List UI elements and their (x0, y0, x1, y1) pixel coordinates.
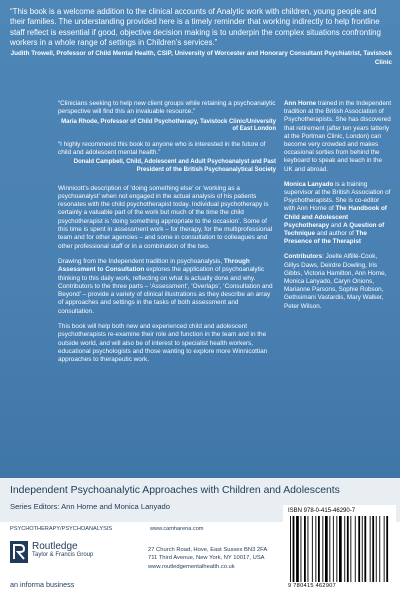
endorsement-trowell (10, 7, 392, 67)
contributors-label: Contributors (284, 253, 323, 261)
description-paragraph-2 (58, 258, 276, 316)
text-span: Drawing from the Independent tradition in psychoanalysis, (58, 257, 224, 265)
editor-name: Monica Lanyado (284, 180, 334, 188)
barcode-icon (290, 516, 390, 582)
book-title: A Question of Technique (284, 221, 385, 238)
endorsement-campbell (58, 141, 276, 175)
publisher-name (32, 541, 93, 559)
quote-attribution: Donald Campbell, Child, Adolescent and Adult Psychoanalyst and Past President of the British Psychoanalytical Society (73, 159, 276, 173)
publisher-website[interactable]: www.routledgementalhealth.co.uk (148, 563, 235, 570)
address-uk: 27 Church Road, Hove, East Sussex BN3 2FA (148, 547, 268, 553)
series-title: Independent Psychoanalytic Approaches with Children and Adolescents (10, 485, 340, 496)
routledge-logo-icon (10, 541, 28, 563)
subject-category: PSYCHOTHERAPY/PSYCHOANALYSIS (10, 526, 113, 532)
description-paragraph-1: Winnicott’s description of ‘doing something else’ or ‘working as a psychoanalyst’ when not engaged in the actual analysis of his patients resonates with the child psychotherapist today. Individual psychotherapy is certainly a valuable part of the work but much of the time the child psychotherapist is ‘doing something appropriate to the occasion’. Some of this time is spent in assessment work – for therapy, for the multiprofessional team and for other agencies – and some in consultation to colleagues and other professional staff or in a combination of the two. (58, 184, 273, 250)
quote-attribution: Maria Rhode, Professor of Child Psychotherapy, Tavistock Clinic/University of East London (61, 118, 276, 133)
series-editors: Series Editors: Ann Horne and Monica Lanyado (10, 502, 170, 511)
bio-column (284, 100, 392, 318)
quote-attribution: Judith Trowell, Professor of Child Mental Health, CSIP, University of Worcester and Honorary Consultant Psychiatrist, Tavistock Clinic (10, 50, 392, 66)
bio-horne (284, 100, 392, 174)
bio-text: is a training supervisor at the British Association of Psychotherapists. She is co-editor with Ann Horne of (284, 180, 391, 213)
book-title: The Presence of the Therapist (284, 230, 367, 246)
bio-text: and (329, 221, 344, 229)
quote-text: “Clinicians seeking to help new client groups while retaining a psychoanalytic perspective will find this an invaluable resource.” (58, 100, 276, 116)
barcode-digits: 9 780415 462907 (288, 583, 337, 589)
editor-name: Ann Horne (284, 100, 317, 107)
address-us: 711 Third Avenue, New York, NY 10017, USA (148, 555, 265, 562)
text-span: explores the application of psychoanalytic thinking to this daily work, reflecting on what is actually done and why. Contributors to the three parts – ‘Assessment’, ‘Overlaps’, ‘Consultation and Beyond’ – provide a variety of clinical illustrations as they describe an array of approaches and settings in the tasks of both assessment and consultation. (58, 266, 273, 315)
publisher-title: Routledge (32, 541, 78, 552)
contributors-list: : Joelle Alfillé-Cook, Gillys Daws, Deirdre Dowling, Iris Gibbs, Victoria Hamilton, Ann Horne, Monica Lanyado, Caryn Onions, Marianne Parsons, Sophie Robson, Gethsimani Vastardis, Mary Walker, Peter Wilson. (284, 253, 387, 310)
main-column (58, 100, 276, 372)
publisher-parent: an informa business (10, 580, 75, 589)
publisher-addresses (148, 546, 267, 571)
publisher-tagline: Taylor & Francis Group (32, 552, 94, 558)
quote-text: “I highly recommend this book to anyone who is interested in the future of child and adolescent mental health.” (58, 140, 266, 157)
quote-text: “This book is a welcome addition to the clinical accounts of Analytic work with children, young people and their families. The understanding provided here is a timely reminder that working indirectly to help frontline staff reflect is essential if good, objective decision making is to underpin the complex situations confronting workers in a whole range of settings in Children’s services.” (10, 7, 381, 47)
book-title: The Handbook of Child and Adolescent Psychotherapy (284, 205, 387, 229)
isbn-label: ISBN 978-0-415-46290-7 (288, 508, 356, 514)
endorsement-rhode (58, 100, 276, 134)
bio-lanyado (284, 181, 392, 247)
contributors (284, 253, 392, 310)
description-paragraph-3: This book will help both new and experienced child and adolescent psychotherapists re-examine their role and function in the team and in the outside world, and will also be of interest to specialist health workers, educational psychologists and those wanting to explore more Winnicottian approaches to therapeutic work. (58, 323, 268, 364)
subject-website[interactable]: www.camharena.com (150, 526, 204, 532)
bio-text: and author of (315, 230, 356, 238)
book-title: Through Assessment to Consultation (58, 257, 250, 274)
bio-text: trained in the Independent tradition at the British Association of Psychotherapists. She has discovered that retirement (after ten years latterly at the Portman Clinic, London) can become very crowded and makes occasional sorties from behind the keyboard to speak and teach in the UK and abroad. (284, 100, 392, 173)
